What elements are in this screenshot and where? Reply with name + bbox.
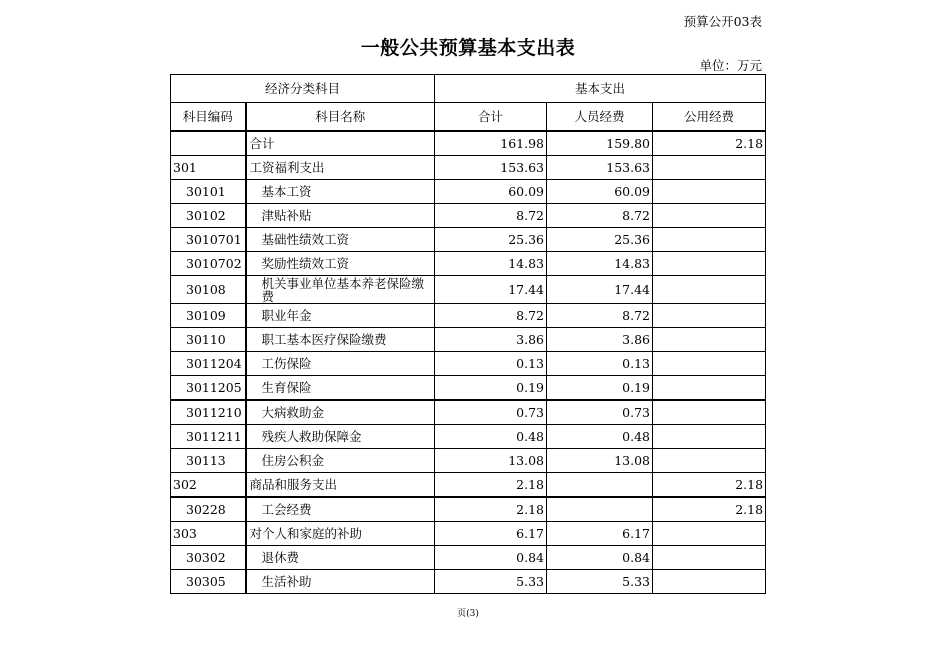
cell-code: 30110 (171, 328, 246, 352)
cell-total: 2.18 (435, 473, 547, 498)
cell-total: 60.09 (435, 180, 547, 204)
cell-personnel (547, 473, 653, 498)
cell-code: 30228 (171, 497, 246, 522)
cell-public (653, 522, 766, 546)
cell-total: 8.72 (435, 304, 547, 328)
table-row (171, 276, 766, 304)
cell-personnel: 3.86 (547, 328, 653, 352)
cell-total: 5.33 (435, 570, 547, 594)
cell-code: 30102 (171, 204, 246, 228)
cell-public (653, 228, 766, 252)
header-public: 公用经费 (653, 103, 766, 132)
table-row (171, 425, 766, 449)
table-row (171, 252, 766, 276)
cell-code: 3010701 (171, 228, 246, 252)
header-code: 科目编码 (171, 103, 246, 132)
header-row-columns (171, 103, 766, 132)
cell-code: 30113 (171, 449, 246, 473)
cell-name: 对个人和家庭的补助 (246, 522, 435, 546)
cell-code: 301 (171, 156, 246, 180)
cell-code: 30101 (171, 180, 246, 204)
header-basic-expenditure: 基本支出 (435, 75, 766, 103)
cell-code: 3011205 (171, 376, 246, 401)
cell-public: 2.18 (653, 131, 766, 156)
cell-personnel: 60.09 (547, 180, 653, 204)
cell-name: 残疾人救助保障金 (246, 425, 435, 449)
cell-total: 3.86 (435, 328, 547, 352)
table-row (171, 180, 766, 204)
cell-public (653, 425, 766, 449)
basic-expenditure-table (170, 74, 766, 594)
cell-public (653, 570, 766, 594)
table-row (171, 400, 766, 425)
form-number: 预算公开03表 (683, 14, 762, 29)
cell-public (653, 546, 766, 570)
cell-public (653, 304, 766, 328)
cell-total: 6.17 (435, 522, 547, 546)
cell-name: 基本工资 (246, 180, 435, 204)
cell-total: 2.18 (435, 497, 547, 522)
cell-code: 30305 (171, 570, 246, 594)
cell-name: 生育保险 (246, 376, 435, 401)
cell-name: 大病救助金 (246, 400, 435, 425)
cell-personnel: 0.19 (547, 376, 653, 401)
cell-public (653, 180, 766, 204)
table-row (171, 304, 766, 328)
cell-code: 302 (171, 473, 246, 498)
table-row (171, 522, 766, 546)
cell-code: 3010702 (171, 252, 246, 276)
cell-code: 3011210 (171, 400, 246, 425)
page-number: 页(3) (457, 609, 479, 619)
table-row (171, 156, 766, 180)
cell-personnel (547, 497, 653, 522)
cell-public (653, 400, 766, 425)
cell-code: 30109 (171, 304, 246, 328)
cell-total: 17.44 (435, 276, 547, 304)
table-row (171, 131, 766, 156)
cell-public (653, 328, 766, 352)
cell-public (653, 252, 766, 276)
header-name: 科目名称 (246, 103, 435, 132)
cell-public (653, 376, 766, 401)
cell-total: 0.48 (435, 425, 547, 449)
cell-name: 津贴补贴 (246, 204, 435, 228)
cell-public: 2.18 (653, 497, 766, 522)
cell-name: 合计 (246, 131, 435, 156)
cell-public (653, 276, 766, 304)
cell-personnel: 159.80 (547, 131, 653, 156)
header-row-group (171, 75, 766, 103)
cell-code: 303 (171, 522, 246, 546)
cell-total: 0.73 (435, 400, 547, 425)
cell-public: 2.18 (653, 473, 766, 498)
cell-public (653, 449, 766, 473)
page-title: 一般公共预算基本支出表 (360, 37, 576, 59)
cell-name: 退休费 (246, 546, 435, 570)
table-row (171, 228, 766, 252)
header-economic-category: 经济分类科目 (171, 75, 435, 103)
cell-personnel: 0.13 (547, 352, 653, 376)
table-row (171, 376, 766, 401)
cell-total: 153.63 (435, 156, 547, 180)
table-row (171, 449, 766, 473)
table-row (171, 473, 766, 498)
cell-personnel: 6.17 (547, 522, 653, 546)
cell-total: 25.36 (435, 228, 547, 252)
cell-code (171, 131, 246, 156)
cell-public (653, 204, 766, 228)
cell-personnel: 13.08 (547, 449, 653, 473)
cell-code: 30108 (171, 276, 246, 304)
cell-personnel: 0.84 (547, 546, 653, 570)
table-row (171, 204, 766, 228)
cell-name: 奖励性绩效工资 (246, 252, 435, 276)
cell-name: 工伤保险 (246, 352, 435, 376)
cell-personnel: 153.63 (547, 156, 653, 180)
cell-personnel: 0.73 (547, 400, 653, 425)
cell-personnel: 8.72 (547, 304, 653, 328)
cell-personnel: 5.33 (547, 570, 653, 594)
cell-name: 基础性绩效工资 (246, 228, 435, 252)
cell-name: 职工基本医疗保险缴费 (246, 328, 435, 352)
cell-total: 0.13 (435, 352, 547, 376)
cell-total: 0.19 (435, 376, 547, 401)
cell-personnel: 8.72 (547, 204, 653, 228)
table-row (171, 497, 766, 522)
cell-public (653, 156, 766, 180)
cell-code: 3011204 (171, 352, 246, 376)
cell-code: 3011211 (171, 425, 246, 449)
table-row (171, 328, 766, 352)
cell-personnel: 17.44 (547, 276, 653, 304)
cell-total: 13.08 (435, 449, 547, 473)
cell-name: 生活补助 (246, 570, 435, 594)
header-total: 合计 (435, 103, 547, 132)
cell-personnel: 25.36 (547, 228, 653, 252)
cell-name: 职业年金 (246, 304, 435, 328)
cell-total: 0.84 (435, 546, 547, 570)
cell-name: 工资福利支出 (246, 156, 435, 180)
cell-public (653, 352, 766, 376)
header-personnel: 人员经费 (547, 103, 653, 132)
table-body (171, 131, 766, 594)
unit-label: 单位：万元 (699, 58, 762, 73)
cell-name: 商品和服务支出 (246, 473, 435, 498)
cell-personnel: 14.83 (547, 252, 653, 276)
cell-name: 住房公积金 (246, 449, 435, 473)
cell-name: 工会经费 (246, 497, 435, 522)
cell-total: 8.72 (435, 204, 547, 228)
table-row (171, 570, 766, 594)
cell-total: 161.98 (435, 131, 547, 156)
cell-name: 机关事业单位基本养老保险缴费 (246, 276, 435, 304)
table-row (171, 352, 766, 376)
table-row (171, 546, 766, 570)
cell-total: 14.83 (435, 252, 547, 276)
cell-personnel: 0.48 (547, 425, 653, 449)
cell-code: 30302 (171, 546, 246, 570)
